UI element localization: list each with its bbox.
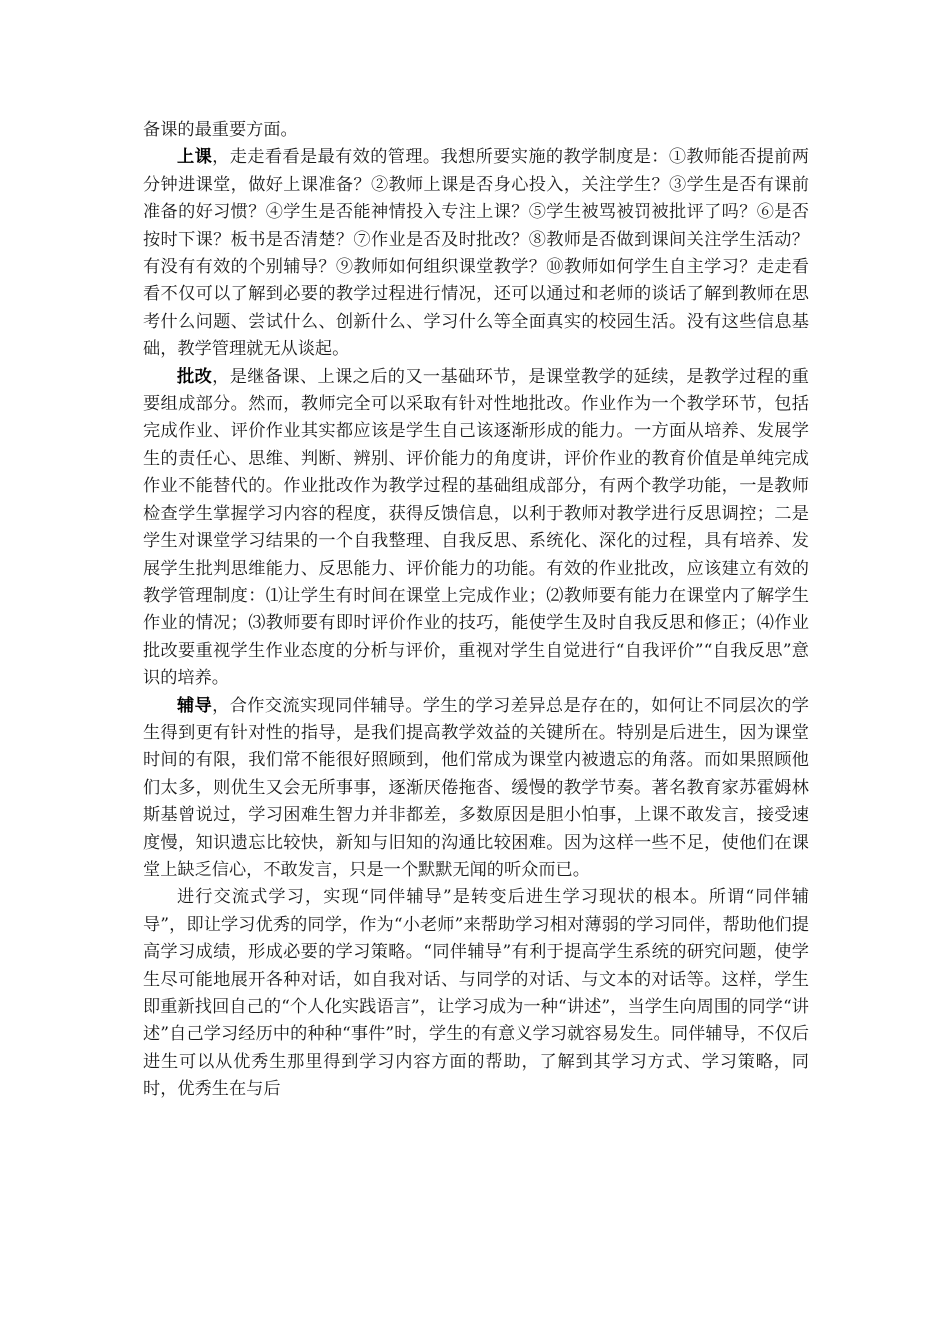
paragraph-fudao — [143, 693, 809, 885]
paragraph-heading-pigai: 批改 — [177, 366, 213, 387]
paragraph-continuation — [143, 117, 809, 144]
paragraph-heading-shangke: 上课 — [177, 147, 213, 168]
paragraph-text: ，是继备课、上课之后的又一基础环节，是课堂教学的延续，是教学过程的重要组成部分。然而，教师完全可以采取有针对性地批改。作业作为一个教学环节，包括完成作业、评价作业其实都应该是学生自己该逐渐形成的能力。一方面从培养、发展学生的责任心、思维、判断、辨别、评价能力的角度讲，评价作业的教育价值是单纯完成作业不能替代的。作业批改作为教学过程的基础组成部分，有两个教学功能，一是教师检查学生掌握学习内容的程度，获得反馈信息，以利于教师对教学进行反思调控；二是学生对课堂学习结果的一个自我整理、自我反思、系统化、深化的过程，具有培养、发展学生批判思维能力、反思能力、评价能力的功能。有效的作业批改，应该建立有效的教学管理制度：⑴让学生有时间在课堂上完成作业；⑵教师要有能力在课堂内了解学生作业的情况；⑶教师要有即时评价作业的技巧，能使学生及时自我反思和修正；⑷作业批改要重视学生作业态度的分析与评价，重视对学生自觉进行“自我评价”“自我反思”意识的培养。 — [143, 366, 809, 689]
paragraph-heading-fudao: 辅导 — [177, 695, 213, 716]
paragraph-shangke — [143, 144, 809, 363]
paragraph-pigai — [143, 364, 809, 693]
paragraph-text: ，合作交流实现同伴辅导。学生的学习差异总是存在的，如何让不同层次的学生得到更有针对性的指导，是我们提高教学效益的关键所在。特别是后进生，因为课堂时间的有限，我们常不能很好照顾到，他们常成为课堂内被遗忘的角落。而如果照顾他们太多，则优生又会无所事事，逐渐厌倦拖沓、缓慢的教学节奏。著名教育家苏霍姆林斯基曾说过，学习困难生智力并非都差，多数原因是胆小怕事，上课不敢发言，接受速度慢，知识遗忘比较快，新知与旧知的沟通比较困难。因为这样一些不足，使他们在课堂上缺乏信心，不敢发言，只是一个默默无闻的听众而已。 — [143, 695, 809, 880]
paragraph-text: 进行交流式学习，实现“同伴辅导”是转变后进生学习现状的根本。所谓“同伴辅导”，即让学习优秀的同学，作为“小老师”来帮助学习相对薄弱的学习同伴，帮助他们提高学习成绩，形成必要的学习策略。“同伴辅导”有利于提高学生系统的研究问题，使学生尽可能地展开各种对话，如自我对话、与同学的对话、与文本的对话等。这样，学生即重新找回自己的“个人化实践语言”，让学习成为一种“讲述”，当学生向周围的同学“讲述”自己学习经历中的种种“事件”时，学生的有意义学习就容易发生。同伴辅导，不仅后进生可以从优秀生那里得到学习内容方面的帮助，了解到其学习方式、学习策略，同时，优秀生在与后 — [143, 887, 809, 1100]
paragraph-peer-tutoring — [143, 884, 809, 1103]
document-body — [143, 117, 809, 1104]
paragraph-text: ，走走看看是最有效的管理。我想所要实施的教学制度是：①教师能否提前两分钟进课堂，做好上课准备？②教师上课是否身心投入，关注学生？③学生是否有课前准备的好习惯？④学生是否能神情投入专注上课？⑤学生被骂被罚被批评了吗？⑥是否按时下课？板书是否清楚？⑦作业是否及时批改？⑧教师是否做到课间关注学生活动？有没有有效的个别辅导？⑨教师如何组织课堂教学？⑩教师如何学生自主学习？走走看看不仅可以了解到必要的教学过程进行情况，还可以通过和老师的谈话了解到教师在思考什么问题、尝试什么、创新什么、学习什么等全面真实的校园生活。没有这些信息基础，教学管理就无从谈起。 — [143, 147, 809, 360]
paragraph-text: 备课的最重要方面。 — [143, 120, 298, 140]
